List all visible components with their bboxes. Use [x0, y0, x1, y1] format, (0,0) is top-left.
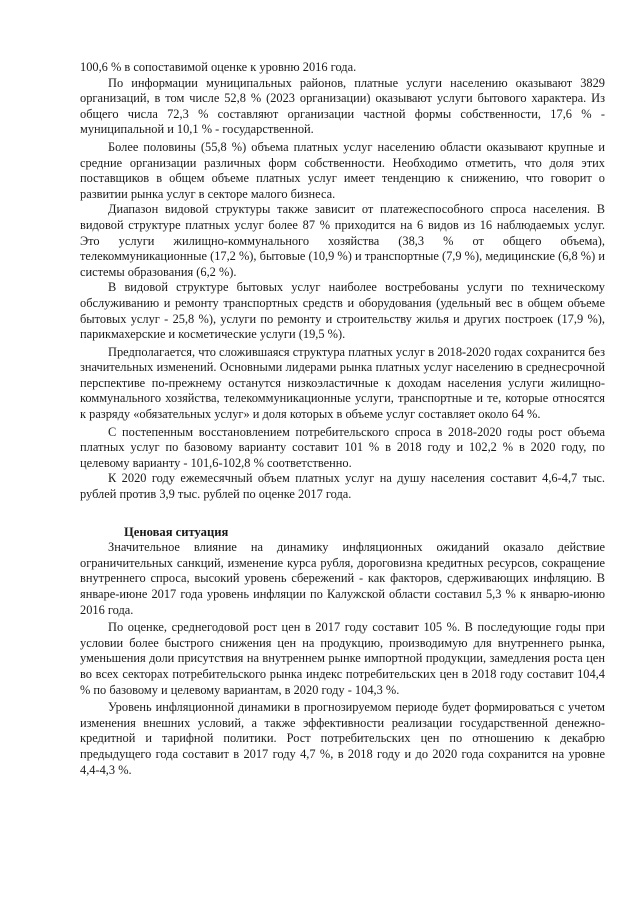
paragraph-demand-recovery: С постепенным восстановлением потребительского спроса в 2018-2020 годы рост объема платных услуг по базовому варианту составит 101 % в 2018 году и 102,2 % в 2020 году, по целевому варианту - 101,6-102,8 % соответственно.: [80, 424, 605, 470]
paragraph-service-structure: Диапазон видовой структуры также зависит от платежеспособного спроса населения. В видовой структуре платных услуг более 87 % приходится на 6 видов из 16 наблюдаемых услуг. Это услуги жилищно-коммунального хозяйства (38,3 % от общего объема), телекоммуникационные (17,2 %), бытовые (10,9 %) и транспортные (7,9 %), медицинские (6,8 %) и системы образования (6,2 %).: [80, 202, 605, 279]
paragraph-continuation: 100,6 % в сопоставимой оценке к уровню 2016 года.: [80, 60, 357, 74]
paragraph-large-organizations: Более половины (55,8 %) объема платных услуг населению области оказывают крупные и средние организации различных форм собственности. Необходимо отметить, что доля этих поставщиков в общем объеме платных услуг имеет тенденцию к снижению, что говорит о развитии рынка услуг в секторе малого бизнеса.: [80, 139, 605, 201]
paragraph-per-capita: К 2020 году ежемесячный объем платных услуг на душу населения составит 4,6-4,7 тыс. рублей против 3,9 тыс. рублей по оценке 2017 года.: [80, 471, 605, 502]
paragraph-inflation-dynamics: Уровень инфляционной динамики в прогнозируемом периоде будет формироваться с учетом изменения внешних условий, а также эффективности реализации государственной денежно-кредитной и тарифной политики. Рост потребительских цен по отношению к декабрю предыдущего года составит в 2017 году 4,7 %, в 2018 году и до 2020 года сохранится на уровне 4,4-4,3 %.: [80, 700, 605, 777]
paragraph-inflation-factors: Значительное влияние на динамику инфляционных ожиданий оказало действие ограничительных санкций, изменение курса рубля, дороговизна кредитных ресурсов, сокращение внутреннего спроса, высокий уровень сбережений - как факторов, сдерживающих инфляцию. В январе-июне 2017 года уровень инфляции по Калужской области составил 5,3 % к январю-июню 2016 года.: [80, 540, 605, 617]
paragraph-forecast-structure: Предполагается, что сложившаяся структура платных услуг в 2018-2020 годах сохранится без значительных изменений. Основными лидерами рынка платных услуг населению в среднесрочной перспективе по-прежнему останутся низкоэластичные к доходам населения услуги жилищно-коммунального хозяйства, телекоммуникационные услуги, транспортные и те, которые относятся к разряду «обязательных услуг» и доля которых в объеме услуг составляет около 64 %.: [80, 344, 605, 422]
paragraph-price-growth: По оценке, среднегодовой рост цен в 2017 году составит 105 %. В последующие годы при условии более быстрого снижения цен на продукцию, производимую для внутреннего рынка, уменьшения доли присутствия на внутреннем рынке импортной продукции, замедления роста цен во всех секторах потребительского рынка индекс потребительских цен в 2018 году составит 104,4 % по базовому и целевому вариантам, в 2020 году - 104,3 %.: [80, 620, 605, 697]
section-heading-price-situation: Ценовая ситуация: [124, 524, 229, 539]
paragraph-household-services: В видовой структуре бытовых услуг наиболее востребованы услуги по техническому обслуживанию и ремонту транспортных средств и оборудования (удельный вес в общем объеме бытовых услуг - 25,8 %), услуги по ремонту и строительству жилья и других построек (17,9 %), парикмахерские и косметические услуги (19,5 %).: [80, 280, 605, 342]
paragraph-organizations: По информации муниципальных районов, платные услуги населению оказывают 3829 организаций, в том числе 52,8 % (2023 организации) оказывают услуги бытового характера. Из общего числа 72,3 % составляют организации частной формы собственности, 17,6 % - муниципальной и 10,1 % - государственной.: [80, 75, 605, 137]
